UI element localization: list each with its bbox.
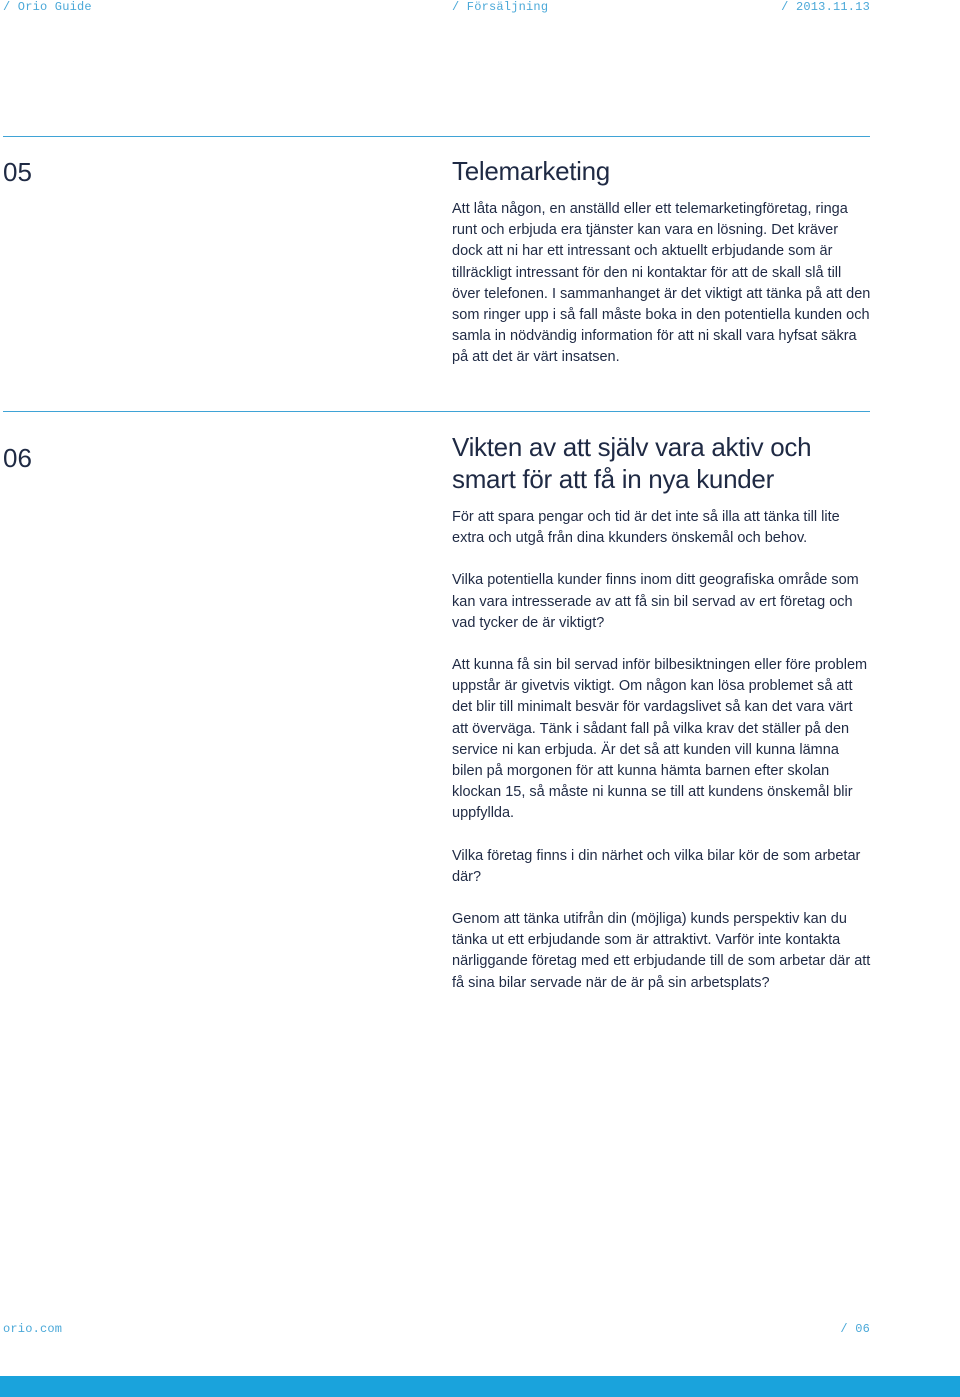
section-divider: [3, 136, 870, 137]
page-number: / 06: [840, 1322, 870, 1336]
section-title: Vikten av att själv vara aktiv och smart för att få in nya kunder: [452, 432, 812, 494]
section-title: Telemarketing: [452, 156, 610, 186]
section-breadcrumb: / Försäljning: [452, 0, 549, 14]
bottom-accent-bar: [0, 1376, 960, 1397]
section-paragraph: Vilka företag finns i din närhet och vilka bilar kör de som arbetar där?: [452, 847, 861, 885]
section-divider: [3, 411, 870, 412]
section-number: 05: [3, 157, 32, 187]
section-paragraph: Att kunna få sin bil servad inför bilbesiktningen eller före problem uppstår är givetvis viktigt. Om någon kan lösa problemet så att det blir till minimalt besvär för vardagslivet så kan det vara värt att överväga. Tänk i sådant fall på vilka krav det ställer på den service ni kan erbjuda. Är det så att kunden vill kunna lämna bilen på morgonen för att kunna hämta barnen efter skolan klockan 15, så måste ni kunna se till att kundens önskemål blir uppfyllda.: [452, 657, 868, 822]
section-paragraph: Vilka potentiella kunder finns inom ditt geografiska område som kan vara intresserade av att få sin bil servad av ert företag och vad tycker de är viktigt?: [452, 572, 859, 631]
document-title: / Orio Guide: [3, 0, 92, 14]
section-paragraph: Genom att tänka utifrån din (möjliga) kunds perspektiv kan du tänka ut ett erbjudande som är attraktivt. Varför inte kontakta närliggande företag med ett erbjudande till de som arbetar där att få sina bilar servade när de är på sin arbetsplats?: [452, 911, 871, 991]
section-number: 06: [3, 443, 32, 473]
section-paragraph: För att spara pengar och tid är det inte så illa att tänka till lite extra och utgå från dina kkunders önskemål och behov.: [452, 509, 840, 547]
section-05-content: [452, 155, 872, 390]
section-06-content: [452, 431, 872, 1015]
document-date: / 2013.11.13: [781, 0, 870, 14]
section-paragraph: Att låta någon, en anställd eller ett telemarketingföretag, ringa runt och erbjuda era tjänster kan vara en lösning. Det kräver dock att ni har ett intressant och aktuellt erbjudande som är tillräckligt intressant för den ni kontaktar för att de skall slå till över telefonen. I sammanhanget är det viktigt att tänka på att den som ringer upp i så fall måste boka in den potentiella kunden och samla in nödvändig information för att ni skall vara hyfsat säkra på att det är värt insatsen.: [452, 201, 871, 366]
footer-site-link[interactable]: orio.com: [3, 1322, 63, 1336]
